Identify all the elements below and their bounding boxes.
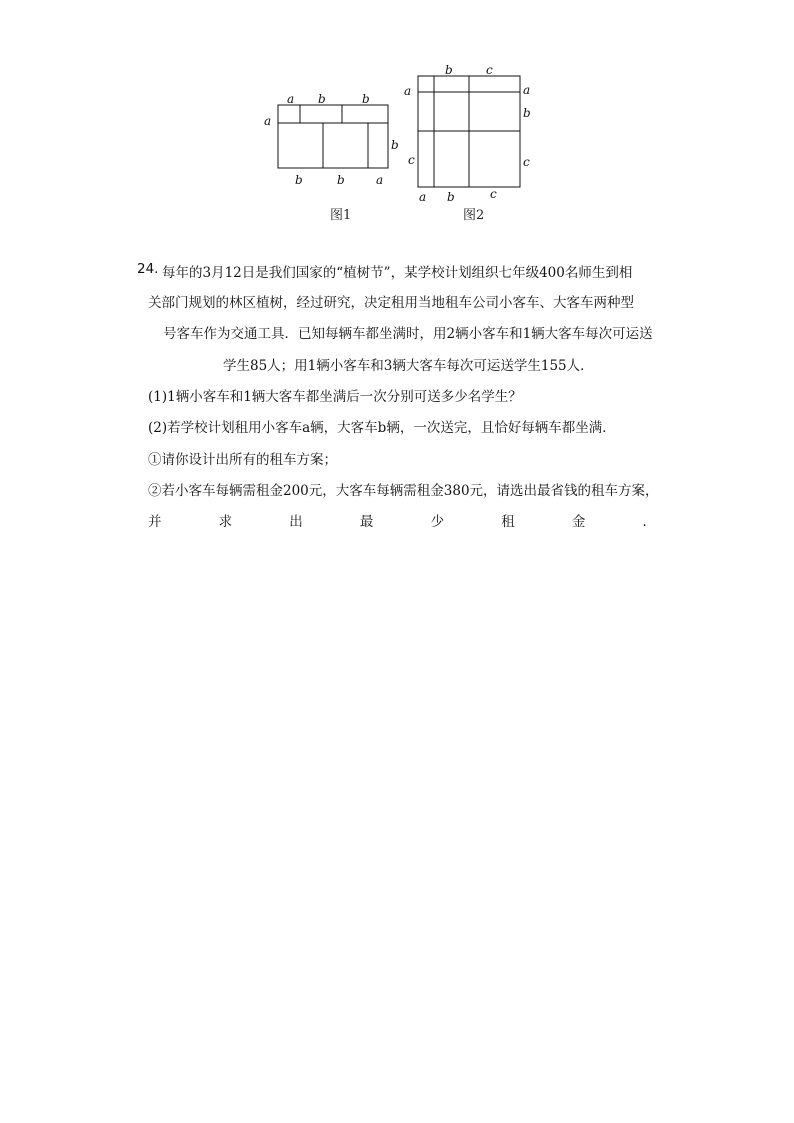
last-line-char: 少 [430,514,445,530]
question-subpart-1: ①请你设计出所有的租车方案； [148,452,337,468]
fig2-right-label: b [523,106,531,120]
last-line-char: 求 [218,514,233,530]
figure-1-outer-rect [278,105,388,168]
question-part-1: (1)1辆小客车和1辆大客车都坐满后一次分别可送多少名学生？ [148,389,522,405]
question-part-2: (2)若学校计划租用小客车a辆，大客车b辆，一次送完，且恰好每辆车都坐满． [148,420,616,436]
geometry-figures [0,0,794,230]
question-subpart-2: ②若小客车每辆需租金200元，大客车每辆需租金380元，请选出最省钱的租车方案， [148,483,659,499]
fig2-left-label: c [408,153,415,167]
question-stem-line: 号客车作为交通工具．已知每辆车都坐满时，用2辆小客车和1辆大客车每次可运送 [163,326,653,342]
figure-2-diagram [418,76,520,187]
last-line-char: ． [642,514,656,530]
last-line-char: 并 [148,514,162,530]
fig1-left-label: a [264,114,272,128]
fig2-right-label: c [523,155,530,169]
question-last-line [148,510,656,530]
question-stem-line: 每年的3月12日是我们国家的“植树节”，某学校计划组织七年级400名师生到相 [162,265,633,281]
fig2-bottom-label: b [447,190,455,204]
figures-area [0,0,794,230]
last-line-char: 金 [571,514,586,530]
figure-1-labels [264,92,399,187]
last-line-char: 出 [289,514,303,530]
figure-2-labels [404,63,531,204]
question-stem-line: 学生85人；用1辆小客车和3辆大客车每次可运送学生155人． [223,358,594,374]
fig2-bottom-label: a [419,190,427,204]
fig1-bottom-label: b [295,173,303,187]
fig2-right-label: a [523,83,531,97]
last-line-char: 最 [359,514,374,530]
figure-1-diagram [278,105,388,168]
fig1-top-label: a [287,92,295,106]
fig1-bottom-label: a [376,173,384,187]
fig2-left-label: a [404,84,412,98]
last-line-char: 租 [501,514,515,530]
figure-2-caption: 图2 [463,208,485,223]
fig2-top-label: c [486,63,493,77]
fig2-bottom-label: c [490,187,497,201]
question-stem-line: 关部门规划的林区植树，经过研究，决定租用当地租车公司小客车、大客车两种型 [148,295,634,311]
fig1-bottom-label: b [337,173,345,187]
figure-1-caption: 图1 [330,208,352,223]
fig1-top-label: b [362,92,370,106]
fig2-top-label: b [445,63,453,77]
fig1-top-label: b [318,92,326,106]
question-number: 24. [137,261,159,277]
fig1-right-label: b [391,138,399,152]
